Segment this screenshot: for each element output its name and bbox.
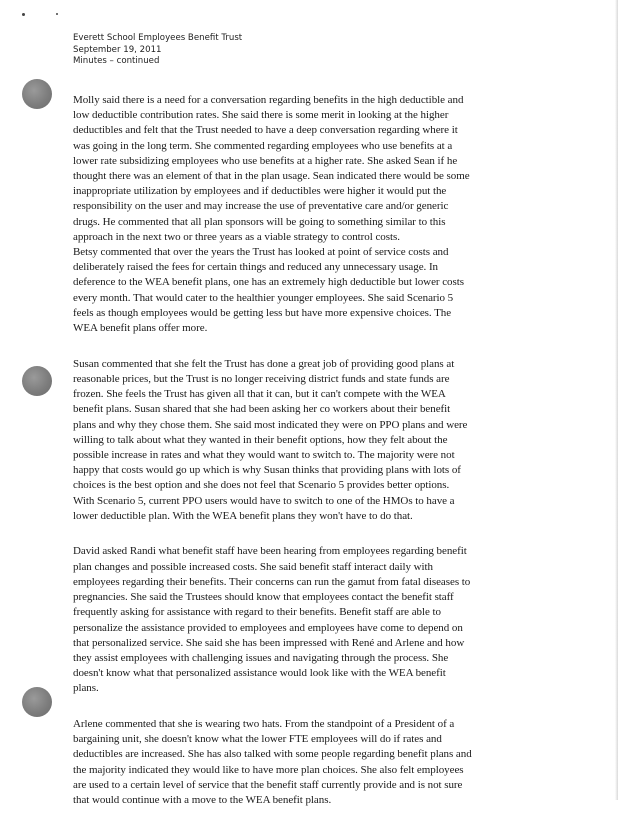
text-line: David asked Randi what benefit staff have been hearing from employees regarding benefit: [73, 545, 467, 558]
text-line: doesn't know what that personalized assistance would look like with the WEA benefit: [73, 667, 446, 680]
text-line: approach in the next two or three years as a viable strategy to control costs.: [73, 230, 400, 243]
text-line: employees regarding their benefits. Their concerns can run the gamut from fatal diseases to: [73, 575, 471, 588]
text-line: Betsy commented that over the years the Trust has looked at point of service costs and: [73, 246, 449, 259]
minutes-body: [73, 93, 551, 829]
scan-speck: [22, 13, 25, 16]
text-line: that personalized service. She said she has been impressed with René and Arlene and how: [73, 636, 465, 649]
text-line: frozen. She feels the Trust has given all that it can, but it can't compete with the WEA: [73, 388, 446, 401]
text-line: frequently asking for assistance with regard to their benefits. Benefit staff are able to: [73, 606, 441, 619]
text-line: Arlene commented that she is wearing two hats. From the standpoint of a President of a: [73, 718, 455, 731]
text-line: low deductible contribution rates. She said there is some merit in looking at the higher: [73, 109, 449, 122]
text-line: possible increase in rates and what they would want to switch to. The majority were not: [73, 448, 455, 461]
text-line: the majority indicated they would like to have more plan choices. She also felt employees: [73, 763, 464, 776]
paragraph: [73, 717, 551, 808]
text-line: benefit plans. Susan shared that she had been asking her co workers about their benefit: [73, 403, 451, 416]
punch-hole: [22, 366, 52, 396]
text-line: reasonable prices, but the Trust is no longer receiving district funds and state funds are: [73, 372, 450, 385]
text-line: willing to talk about what they wanted in their benefit options, how they felt about the: [73, 433, 448, 446]
text-line: plan changes and possible increased costs. She said benefit staff interact daily with: [73, 560, 433, 573]
text-line: every month. That would cater to the healthier younger employees. She said Scenario 5: [73, 291, 454, 304]
text-line: pregnancies. She said the Trustees should know that employees contact the benefit staff: [73, 591, 454, 604]
text-line: are used to a certain level of service that the benefit staff currently provide and is not sure: [73, 778, 463, 791]
text-line: drugs. He commented that all plan sponsors will be going to something similar to this: [73, 215, 446, 228]
text-line: plans and why they chose them. She said most indicated they were on PPO plans and were: [73, 418, 468, 431]
minutes-header: [73, 33, 242, 68]
text-line: lower rate subsidizing employees who use benefits at a higher rate. She asked Sean if he: [73, 154, 458, 167]
paragraph: [73, 93, 551, 336]
text-line: deductibles are increased. She has also talked with some people regarding benefit plans and: [73, 748, 472, 761]
text-line: Molly said there is a need for a conversation regarding benefits in the high deductible and: [73, 94, 464, 106]
text-line: Susan commented that she felt the Trust has done a great job of providing good plans at: [73, 357, 455, 370]
text-line: With Scenario 5, current PPO users would have to switch to one of the HMOs to have a: [73, 494, 455, 507]
punch-hole: [22, 79, 52, 109]
text-line: deliberately raised the fees for certain things and reduced any unnecessary usage. In: [73, 261, 439, 274]
text-line: personalize the assistance provided to employees and employees have come to depend on: [73, 621, 463, 634]
text-line: inappropriate utilization by employees and if deductibles were higher it would put the: [73, 185, 447, 198]
text-line: that would continue with a move to the WEA benefit plans.: [73, 794, 332, 807]
text-line: bargaining unit, she doesn't know what the lower FTE employees will do if rates and: [73, 733, 442, 746]
organization-name: Everett School Employees Benefit Trust: [73, 33, 243, 43]
text-line: deductibles and felt that the Trust needed to have a deep conversation regarding where it: [73, 124, 458, 137]
minutes-subtitle: Minutes – continued: [73, 56, 160, 66]
text-line: they assist employees with challenging issues and navigating through the process. She: [73, 651, 449, 664]
text-line: deference to the WEA benefit plans, one has an extremely high deductible but lower costs: [73, 276, 464, 289]
meeting-date: September 19, 2011: [73, 44, 162, 55]
text-line: WEA benefit plans offer more.: [73, 322, 208, 335]
text-line: thought there was an element of that in the plan usage. Sean indicated there would be some: [73, 170, 470, 183]
punch-hole: [22, 687, 52, 717]
text-line: responsibility on the user and may increase the use of preventative care and/or generic: [73, 200, 449, 213]
text-line: plans.: [73, 682, 99, 695]
scan-speck: [56, 13, 58, 15]
text-line: feels as though employees would be getting less but have more expensive choices. The: [73, 306, 452, 319]
paragraph: [73, 544, 551, 696]
text-line: happy that costs would go up which is why Susan thinks that providing plans with lots of: [73, 464, 461, 477]
text-line: choices is the best option and she does not feel that Scenario 5 provides better options.: [73, 479, 450, 492]
paragraph: [73, 357, 551, 524]
text-line: lower deductible plan. With the WEA benefit plans they won't have to do that.: [73, 509, 413, 522]
text-line: was going in the long term. She commented regarding employees who use benefits at a: [73, 139, 453, 152]
